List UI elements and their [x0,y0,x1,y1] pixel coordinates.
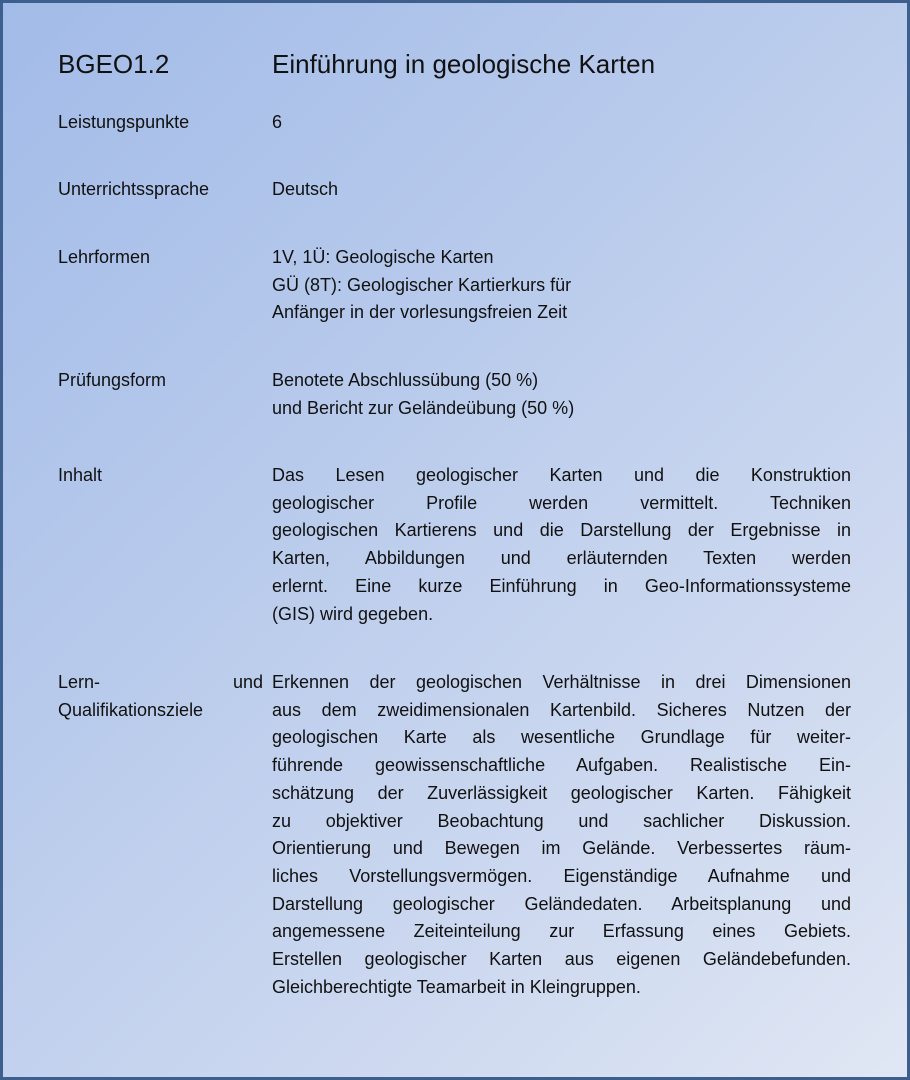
field-value-line: aus dem zweidimensionalen Kartenbild. Sicheres Nutzen der [272,699,851,720]
field-label-line: Qualifikationsziele [58,699,204,720]
field-value-line: Orientierung und Bewegen im Gelände. Verbessertes räum- [272,838,851,859]
field-value-line: 6 [272,112,283,132]
field-value-line: Benotete Abschlussübung (50 %) [272,370,539,390]
field-value-line: Deutsch [272,179,339,199]
field-value [272,462,851,628]
field-value [272,244,851,327]
field-value [272,367,851,422]
field-value-line: Darstellung geologischer Geländedaten. Arbeitsplanung und [272,893,851,914]
field-value-line: und Bericht zur Geländeübung (50 %) [272,397,575,418]
field-value-line: Das Lesen geologischer Karten und die Konstruktion [272,465,851,485]
field-label-line: Prüfungsform [58,370,167,390]
module-title: Einführung in geologische Karten [272,49,656,79]
field-value-line: GÜ (8T): Geologischer Kartierkurs für [272,274,572,295]
field-label-line: Lern- und [58,672,263,692]
field-label [58,367,263,395]
field-value-line: Karten, Abbildungen und erläuternden Texten werden [272,548,851,569]
field-label-line: Inhalt [58,465,103,485]
field-label-line: Unterrichtssprache [58,179,210,199]
field-value-line: angemessene Zeiteinteilung zur Erfassung eines Gebiets. [272,921,851,942]
field-label [58,109,263,137]
field-value-line: Anfänger in der vorlesungsfreien Zeit [272,302,568,323]
field-value-line: (GIS) wird gegeben. [272,603,434,624]
field-value-line: geologischen Kartierens und die Darstellung der Ergebnisse in [272,520,851,541]
field-label [58,176,263,204]
field-value-line: 1V, 1Ü: Geologische Karten [272,247,494,267]
field-value-line: liches Vorstellungsvermögen. Eigenständige Aufnahme und [272,865,851,886]
module-code: BGEO1.2 [58,49,170,79]
field-value-line: Erstellen geologischer Karten aus eigenen Geländebefunden. [272,949,851,970]
field-value-line: zu objektiver Beobachtung und sachlicher Diskussion. [272,810,851,831]
field-value-line: erlernt. Eine kurze Einführung in Geo-Informationssysteme [272,575,851,596]
field-label-line: Lehrformen [58,247,151,267]
field-label [58,462,263,490]
field-value-line: geologischen Karte als wesentliche Grundlage für weiter- [272,727,851,748]
field-value-line: Gleichberechtigte Teamarbeit in Kleingruppen. [272,976,641,997]
field-label-line: Leistungspunkte [58,112,190,132]
field-label [58,669,263,724]
field-value-line: führende geowissenschaftliche Aufgaben. Realistische Ein- [272,755,851,776]
field-value-line: Erkennen der geologischen Verhältnisse in drei Dimensionen [272,672,851,692]
field-value [272,669,851,1001]
field-value [272,109,851,137]
field-value-line: schätzung der Zuverlässigkeit geologischer Karten. Fähigkeit [272,782,851,803]
field-value [272,176,851,204]
field-value-line: geologischer Profile werden vermittelt. Techniken [272,492,851,513]
field-label [58,244,263,272]
